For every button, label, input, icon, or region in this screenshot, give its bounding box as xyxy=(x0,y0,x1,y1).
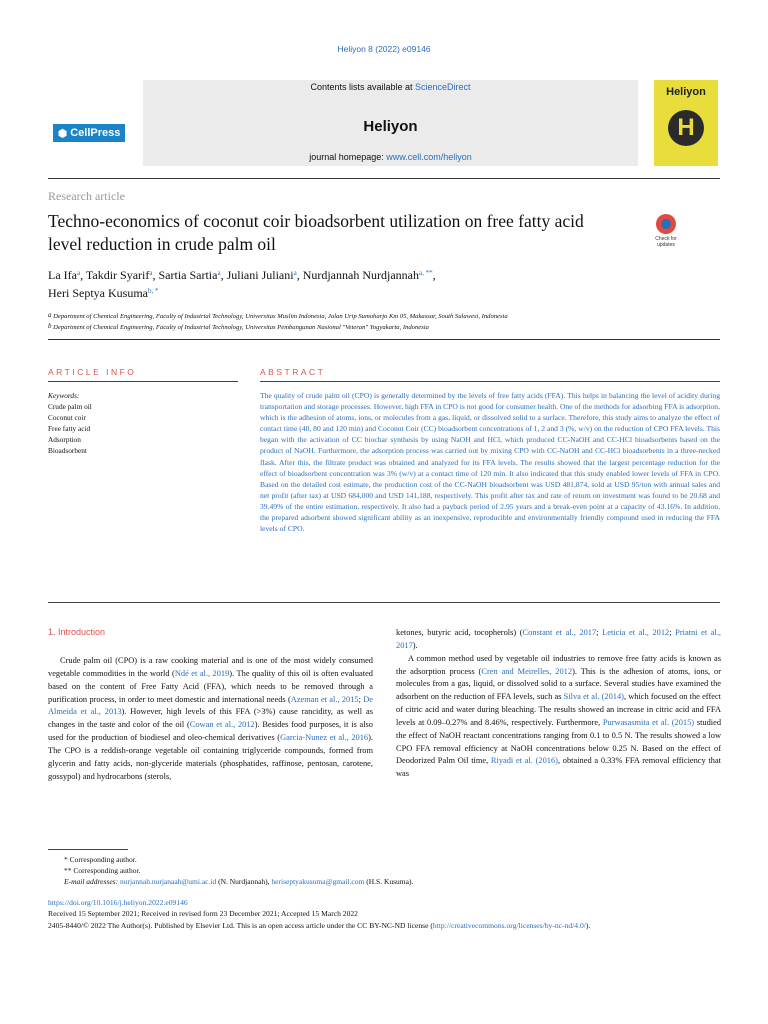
citation-link[interactable]: Constant et al., 2017 xyxy=(522,628,597,637)
email-owner: (H.S. Kusuma). xyxy=(364,877,414,886)
citation-link[interactable]: Cren and Meirelles, 2012 xyxy=(481,666,573,676)
article-title: Techno-economics of coconut coir bioadsorbent utilization on free fatty acid level reduction in crude palm oil xyxy=(48,211,584,254)
journal-banner xyxy=(143,80,638,166)
affiliation-text: Department of Chemical Engineering, Faculty of Industrial Technology, Universitas Pembangunan Nasional "Veteran" Yogyakarta, Indonesia xyxy=(53,324,429,331)
license-line xyxy=(48,920,728,931)
body-text: ). The quality of this oil is often evaluated based on the content of Free Fatty Acid (FFA), which needs to be removed through a purification process, in order to meet domestic and international needs ( xyxy=(48,668,373,704)
citation-link[interactable]: Silva et al. (2014) xyxy=(563,692,624,702)
homepage-prefix: journal homepage: xyxy=(309,152,387,162)
affiliation-a xyxy=(48,313,728,321)
article-type: Research article xyxy=(48,189,125,203)
body-text: , obtained a 0.33% FFA removal efficiency that was xyxy=(396,756,721,779)
author-name: Sartia Sartia xyxy=(158,268,218,282)
affil-marker: a xyxy=(48,311,52,319)
homepage-line xyxy=(143,152,638,162)
body-text: studied the effect of NaOH reactant concentrations ranging from 0.1 to 0.5 N. The results showed a low CPO FFA removal efficiency at NaOH concentrations below 0.25 N. Based on the effect of Deodorized Palm Oil time, xyxy=(396,717,722,766)
author-name: Nurdjannah Nurdjannah xyxy=(302,268,419,282)
footnote-divider xyxy=(48,849,128,850)
author-affil-link[interactable]: a xyxy=(293,269,297,277)
author-affil-link[interactable]: a xyxy=(76,269,81,277)
citation-link[interactable]: Riyadi et al. (2016) xyxy=(490,756,558,766)
homepage-link[interactable]: www.cell.com/heliyon xyxy=(386,152,472,162)
affil-marker: b xyxy=(48,322,52,330)
contents-prefix: Contents lists available at xyxy=(310,82,416,92)
introduction-heading: 1. Introduction xyxy=(48,627,106,637)
body-text: ; xyxy=(596,628,603,637)
author-affil-link[interactable]: a xyxy=(217,269,221,277)
cover-title: Heliyon xyxy=(666,86,706,98)
body-text: A common method used by vegetable oil industries to remove free fatty acids is known as the adsorption process ( xyxy=(396,653,721,676)
citation-link[interactable]: Leticia et al., 2012 xyxy=(602,628,670,637)
check-for-updates-badge[interactable] xyxy=(648,214,684,254)
abstract-heading: ABSTRACT xyxy=(260,367,326,377)
author-name: Takdir Syarif xyxy=(85,268,150,282)
citation-link[interactable]: Garcia-Nunez et al., 2016 xyxy=(280,733,369,743)
author-affil-link[interactable]: a xyxy=(149,269,153,277)
cellpress-logo-text: CellPress xyxy=(70,127,121,139)
keyword-item: Adsorption xyxy=(48,435,81,444)
footnotes xyxy=(48,854,413,887)
citation-link[interactable]: Priatni et al., 2017 xyxy=(396,628,722,650)
cellpress-logo[interactable] xyxy=(53,124,125,142)
intro-right-column xyxy=(396,627,721,781)
intro-left-column xyxy=(48,655,373,783)
citation-link[interactable]: Ndé et al., 2019 xyxy=(174,668,230,678)
doi-link[interactable]: https://doi.org/10.1016/j.heliyon.2022.e09146 xyxy=(48,898,188,907)
publication-info xyxy=(48,897,728,931)
author-list: La Ifa$^a$, Takdir Syarif$^a$, Sartia Sartia$^a$, Juliani Juliani$^a$, Nurdjannah Nurdjannah$^{a, **}$, Heri Septya Kusuma$^{b, *}$ xyxy=(48,268,436,300)
journal-name: Heliyon xyxy=(363,118,418,135)
keyword-item: Bioadsorbent xyxy=(48,446,87,455)
affiliation-text: Department of Chemical Engineering, Faculty of Industrial Technology, Universitas Muslim Indonesia, Jalan Urip Sumoharjo Km 05, Makassar, South Sulawesi, Indonesia xyxy=(53,313,508,320)
keyword-item: Crude palm oil xyxy=(48,402,92,411)
abstract-text: The quality of crude palm oil (CPO) is generally determined by the levels of free fatty acids (FFA). This helps in balancing the level of acidity during transportation and storage processes. However, high FFA in CPO is not good for consumer health. One of the methods for adsorbing FFA is adsorption, which is the adhesion of atoms, ions, or molecules from a gas, liquid, or dissolved solid to a surface. Therefore, this study aims to analyze the effect of contact time (40, 80 and 120 min) and Coconut Coir (CC) bioadsorbent concentrations of 1, 2 and 3 (%, w/v) on the reduction of CPO FFA levels. This began with the activation of CC biochar synthesis by using NaOH and HCl, which produced CC-NaOH and CC-HCl bioadsorbents based on the product of NaOH. Furthermore, the adsorption process was carried out by mixing CPO with CC-NaOH and CC-HCl bioadsorbents in a three-necked flask. After this, the filtrate product was obtained and analyzed for its FFA levels. The results showed that the largest percentage reduction for the effect of bioadsorbent concentration was 3% (w/v) at a contact time of 120 min. It also indicated that this study enabled lower levels of FFA in CPO. Based on the detailed cost estimate, the production cost of the CC-NaOH bioadsorbent was USD 481,874, sold at USD 95/ton with annual sales and net profit (after tax) at USD 684,000 and USD 141,188, respectively. This profit after tax and rate of return on investment was found to be 20.68 and 39.49% of the entire estimation, respectively. It also had a payback period of 2.95 years and a break-even point at a capacity of 43.16%. In addition, the prepared adsorbent showed significant ability as an inexpensive, reproducible and environmentally friendly compound used in reducing the FFA levels of CPO. xyxy=(260,391,720,534)
email-link[interactable]: nurjannah.nurjanaah@umi.ac.id xyxy=(119,877,217,886)
email-line xyxy=(48,876,413,887)
author-name: La Ifa xyxy=(48,268,77,282)
citation-link[interactable]: Purwasasmita et al. (2015) xyxy=(602,717,695,727)
body-text: ). Besides food purposes, it is also used for the production of biodiesel and oleo-chemical derivatives ( xyxy=(48,720,373,743)
cover-h-icon: H xyxy=(668,110,704,146)
body-text: Crude palm oil (CPO) is a raw cooking material and is one of the most widely consumed vegetable commodities in the world ( xyxy=(48,656,373,678)
license-suffix: ). xyxy=(585,920,591,930)
license-text: 2405-8440/© 2022 The Author(s). Published by Elsevier Ltd. This is an open access article under the CC BY-NC-ND license ( xyxy=(48,920,433,930)
author-affil-link[interactable]: a, ** xyxy=(418,269,433,277)
header-divider xyxy=(48,178,720,179)
footnote-corresponding-2: ** Corresponding author. xyxy=(64,866,141,875)
author-affil-link[interactable]: b, * xyxy=(147,287,159,295)
paragraph xyxy=(396,627,721,653)
email-owner: (N. Nurdjannah), xyxy=(216,877,272,886)
abstract-bottom-divider xyxy=(48,602,720,603)
citation-link[interactable]: De Almeida et al., 2013 xyxy=(48,694,373,717)
citation-link[interactable]: Azeman et al., 2015 xyxy=(290,694,359,704)
keyword-item: Free fatty acid xyxy=(48,424,91,433)
article-info-heading: ARTICLE INFO xyxy=(48,367,137,377)
author-name: Juliani Juliani xyxy=(226,268,294,282)
cellpress-logo-area xyxy=(48,82,140,160)
body-text: ). However, high levels of this FFA (>3%) cause rancidity, as well as changes in the taste and color of the oil ( xyxy=(48,707,373,730)
license-link[interactable]: http://creativecommons.org/licenses/by-nc-nd/4.0/ xyxy=(432,920,586,930)
abstract-divider xyxy=(260,381,720,382)
cellpress-mark-icon: ⬢ xyxy=(57,127,68,140)
body-text: ). xyxy=(412,640,418,650)
sciencedirect-link[interactable]: ScienceDirect xyxy=(415,82,471,92)
body-text: ; xyxy=(358,694,364,704)
contents-line xyxy=(143,82,638,92)
footnote-corresponding-1: * Corresponding author. xyxy=(64,855,137,864)
paragraph xyxy=(396,653,721,781)
journal-header xyxy=(48,72,720,166)
keywords-label: Keywords: xyxy=(48,391,80,400)
affiliation-b xyxy=(48,324,728,332)
body-text: ). This is the adhesion of atoms, ions, or molecules from a gas, liquid, or dissolved solid to a surface. Several studies have examined the adsorbent on the reduction of FFA levels, such as xyxy=(396,666,721,702)
keywords-block xyxy=(48,390,92,456)
body-text: ; xyxy=(669,628,676,637)
journal-reference[interactable]: Heliyon 8 (2022) e09146 xyxy=(337,44,431,54)
received-dates: Received 15 September 2021; Received in revised form 23 December 2021; Accepted 15 March 2022 xyxy=(48,909,358,919)
journal-cover[interactable] xyxy=(654,80,718,166)
author-name: Heri Septya Kusuma xyxy=(48,286,148,300)
email-link[interactable]: heriseptyakusuma@gmail.com xyxy=(271,877,365,886)
affiliation-divider xyxy=(48,339,720,340)
body-text: ketones, butyric acid, tocopherols) ( xyxy=(396,628,523,637)
crossmark-icon xyxy=(656,214,676,234)
body-text: ). The CPO is a reddish-orange vegetable oil containing triglyceride compounds, formed from glycerin and fatty acids, non-glyceride materials (phosphatides, raffinose, pentosan, carotene, gossypol) and hydrocarbons (sterols, xyxy=(48,733,373,781)
article-info-divider xyxy=(48,381,238,382)
body-text: , which focused on the effect of citric acid and water during bleaching. The results showed an increase in citric acid and FFA levels at 0.09–0.27% and 8.46%, respectively. Furthermore, xyxy=(396,692,721,727)
email-label: E-mail addresses: xyxy=(64,877,120,886)
keyword-item: Coconut coir xyxy=(48,413,86,422)
citation-link[interactable]: Cowan et al., 2012 xyxy=(189,720,255,730)
crossmark-label: Check for updates xyxy=(655,236,677,248)
